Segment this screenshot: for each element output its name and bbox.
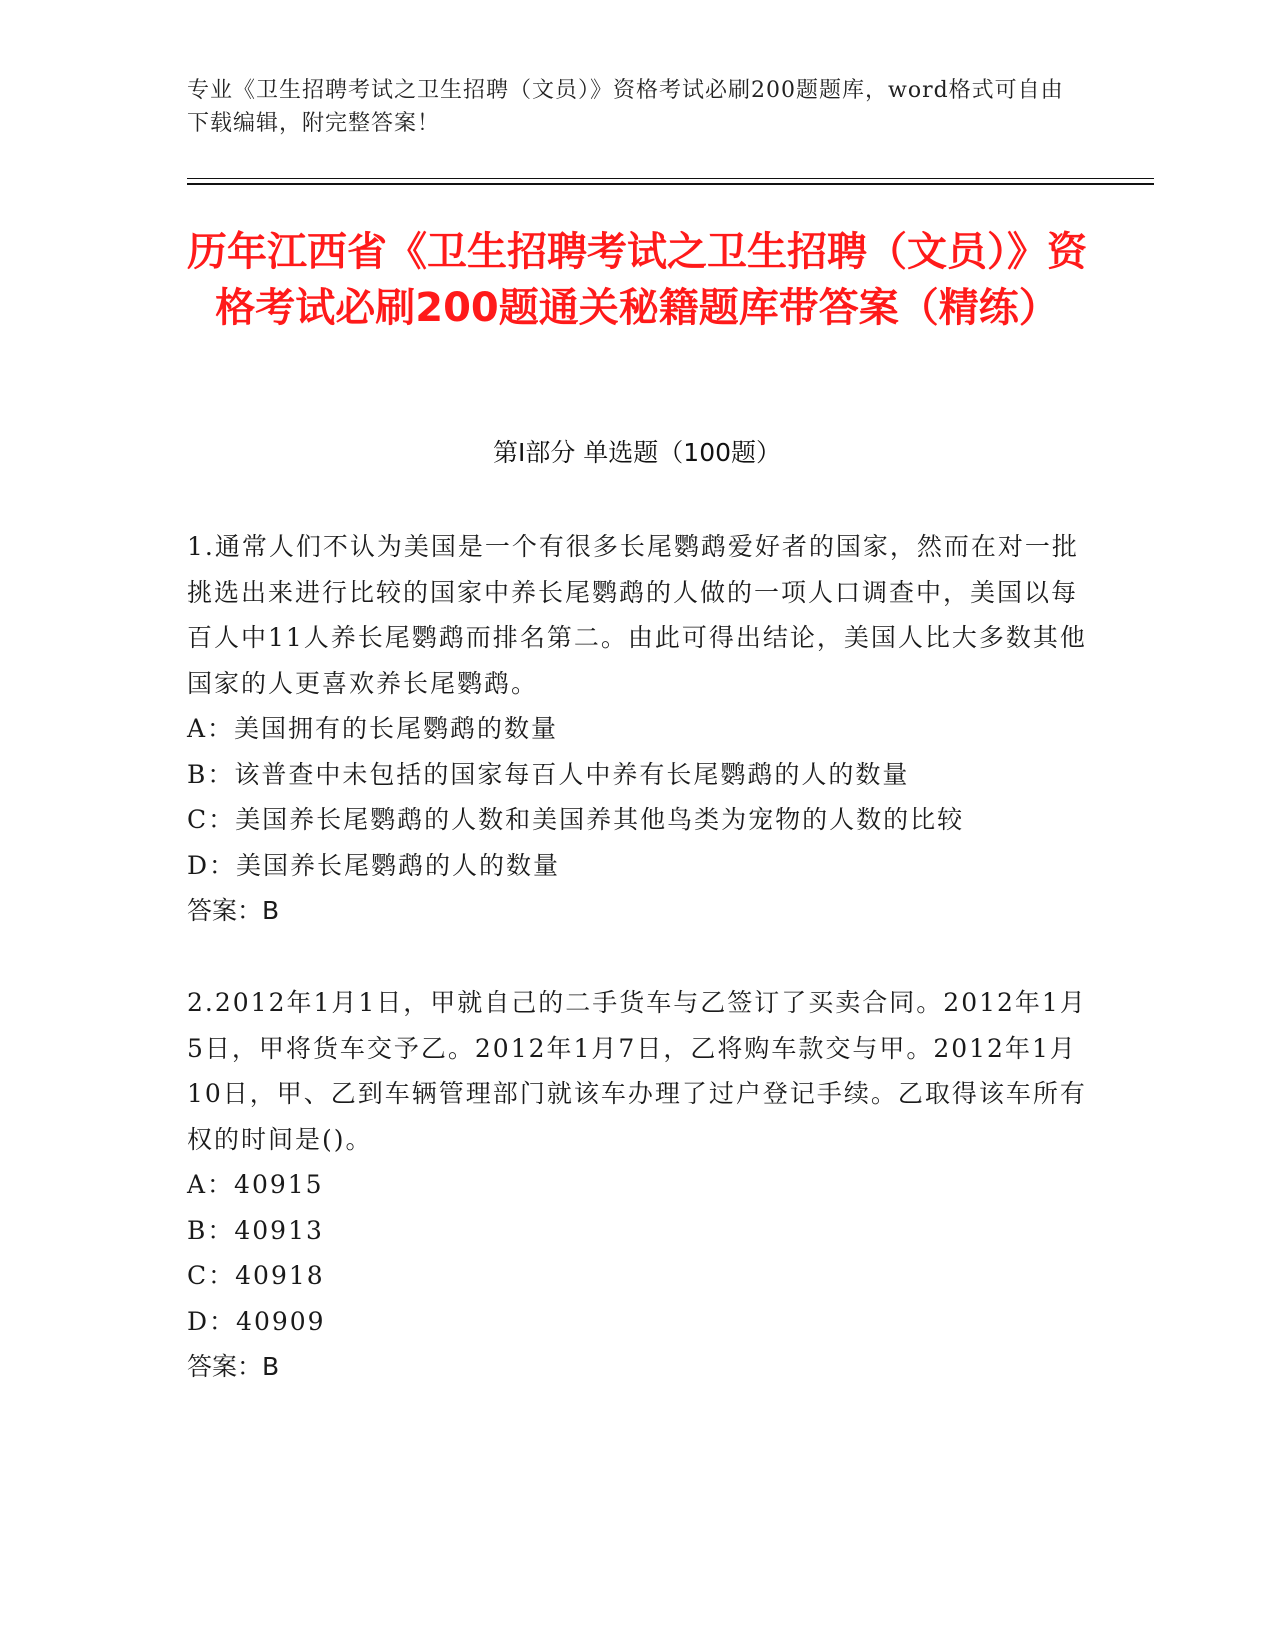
option-a: A：40915 <box>187 1170 324 1199</box>
section-title: 第I部分 单选题（100题） <box>492 438 782 467</box>
header-note: 专业《卫生招聘考试之卫生招聘（文员）》资格考试必刷200题题库，word格式可自由下载编辑，附完整答案！ <box>187 78 1064 136</box>
option-a: A：美国拥有的长尾鹦鹉的数量 <box>187 714 559 743</box>
header-rule-thick <box>187 183 1154 185</box>
option-b: B：该普查中未包括的国家每百人中养有长尾鹦鹉的人的数量 <box>187 759 910 789</box>
option-c: C：40918 <box>187 1261 325 1290</box>
question-2 <box>187 980 1087 1390</box>
option-b: B：40913 <box>187 1215 324 1245</box>
answer: 答案：B <box>187 1352 280 1381</box>
option-c: C：美国养长尾鹦鹉的人数和美国养其他鸟类为宠物的人数的比较 <box>187 805 965 834</box>
page-title: 历年江西省《卫生招聘考试之卫生招聘（文员）》资格考试必刷200题通关秘籍题库带答案（精练） <box>187 229 1087 331</box>
option-d: D：美国养长尾鹦鹉的人的数量 <box>187 850 561 880</box>
option-d: D：40909 <box>187 1306 326 1336</box>
question-1 <box>187 524 1087 934</box>
question-stem: 1.通常人们不认为美国是一个有很多长尾鹦鹉爱好者的国家，然而在对一批挑选出来进行比较的国家中养长尾鹦鹉的人做的一项人口调查中，美国以每百人中11人养长尾鹦鹉而排名第二。由此可得出结论，美国人比大多数其他国家的人更喜欢养长尾鹦鹉。 <box>187 532 1087 698</box>
answer: 答案：B <box>187 896 280 925</box>
header-rule-thin <box>187 178 1154 179</box>
question-stem: 2.2012年1月1日，甲就自己的二手货车与乙签订了买卖合同。2012年1月5日，甲将货车交予乙。2012年1月7日，乙将购车款交与甲。2012年1月10日，甲、乙到车辆管理部门就该车办理了过户登记手续。乙取得该车所有权的时间是()。 <box>187 988 1087 1154</box>
